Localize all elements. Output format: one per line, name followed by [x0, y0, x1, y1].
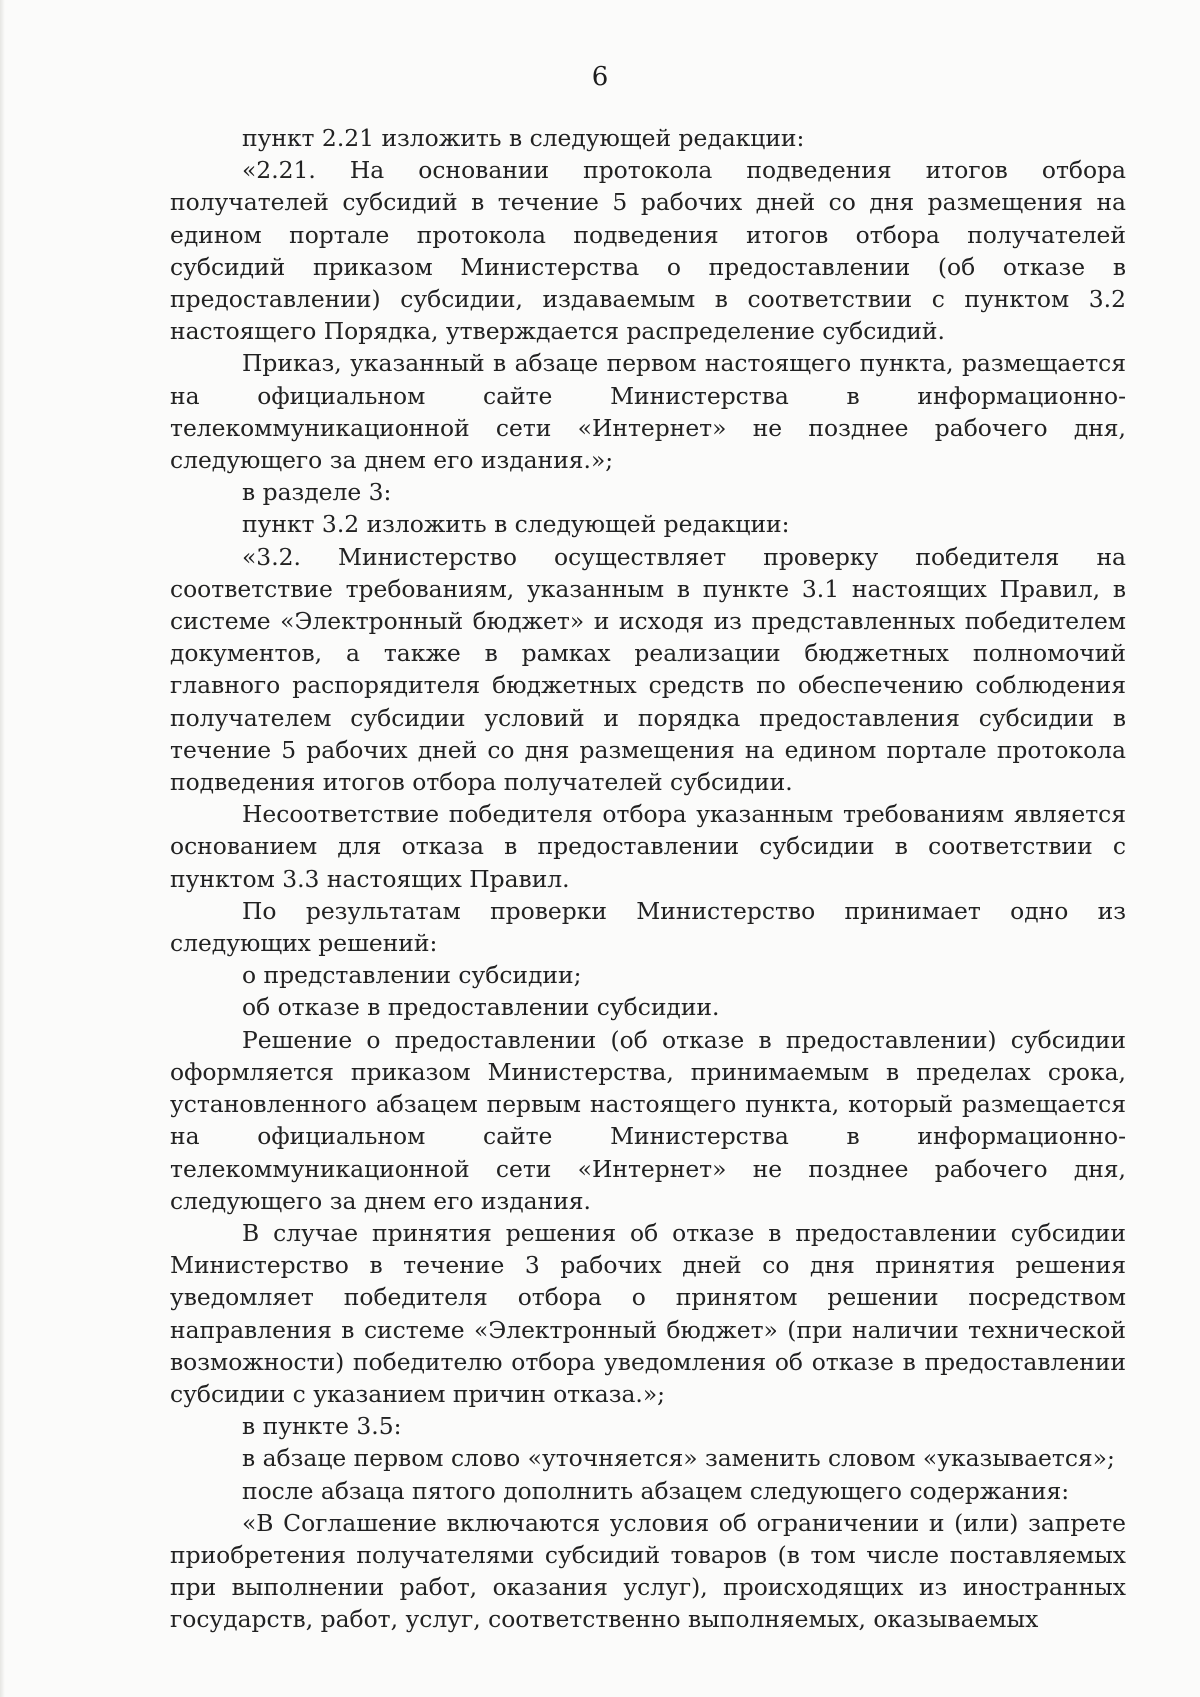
paragraph: об отказе в предоставлении субсидии.: [242, 993, 720, 1022]
paragraph: пункт 2.21 изложить в следующей редакции:: [242, 124, 805, 152]
paragraph: Приказ, указанный в абзаце первом настоящего пункта, размещается на официальном сайте Министерства в информационно-телекоммуникационной сети «Интернет» не позднее рабочего дня, следующего за днем его издания.»;: [170, 349, 1126, 475]
paragraph: о представлении субсидии;: [242, 961, 582, 990]
paragraph: после абзаца пятого дополнить абзацем следующего содержания:: [242, 1476, 1070, 1505]
paragraph: Решение о предоставлении (об отказе в предоставлении) субсидии оформляется приказом Министерства, принимаемым в пределах срока, установленного абзацем первым настоящего пункта, который размещается на официальном сайте Министерства в информационно-телекоммуникационной сети «Интернет» не позднее рабочего дня, следующего за днем его издания.: [170, 1025, 1126, 1215]
paragraph: По результатам проверки Министерство принимает одно из следующих решений:: [170, 896, 1126, 958]
scan-edge: [0, 0, 5, 1697]
paragraph: «3.2. Министерство осуществляет проверку победителя на соответствие требованиям, указанным в пункте 3.1 настоящих Правил, в системе «Электронный бюджет» и исходя из представленных победителем документов, а также в рамках реализации бюджетных полномочий главного распорядителя бюджетных средств по обеспечению соблюдения получателем субсидии условий и порядка предоставления субсидии в течение 5 рабочих дней со дня размещения на едином портале протокола подведения итогов отбора получателей субсидии.: [170, 542, 1126, 797]
paragraph: «2.21. На основании протокола подведения итогов отбора получателей субсидий в течение 5 рабочих дней со дня размещения на едином портале протокола подведения итогов отбора получателей субсидий приказом Министерства о предоставлении (об отказе в предоставлении) субсидии, издаваемым в соответствии с пунктом 3.2 настоящего Порядка, утверждается распределение субсидий.: [170, 156, 1126, 346]
paragraph: Несоответствие победителя отбора указанным требованиям является основанием для отказа в предоставлении субсидии в соответствии с пунктом 3.3 настоящих Правил.: [170, 800, 1126, 893]
paragraph: в абзаце первом слово «уточняется» заменить словом «указывается»;: [242, 1444, 1115, 1473]
paragraph: В случае принятия решения об отказе в предоставлении субсидии Министерство в течение 3 рабочих дней со дня принятия решения уведомляет победителя отбора о принятом решении посредством направления в системе «Электронный бюджет» (при наличии технической возможности) победителю отбора уведомления об отказе в предоставлении субсидии с указанием причин отказа.»;: [170, 1218, 1126, 1408]
document-body: [170, 122, 1126, 1636]
page-number: 6: [591, 62, 609, 92]
paragraph: «В Соглашение включаются условия об ограничении и (или) запрете приобретения получателями субсидий товаров (в том числе поставляемых при выполнении работ, оказания услуг), происходящих из иностранных государств, работ, услуг, соответственно выполняемых, оказываемых: [170, 1508, 1126, 1634]
paragraph: в разделе 3:: [242, 478, 392, 507]
paragraph: пункт 3.2 изложить в следующей редакции:: [242, 510, 790, 539]
paragraph: в пункте 3.5:: [242, 1412, 402, 1441]
